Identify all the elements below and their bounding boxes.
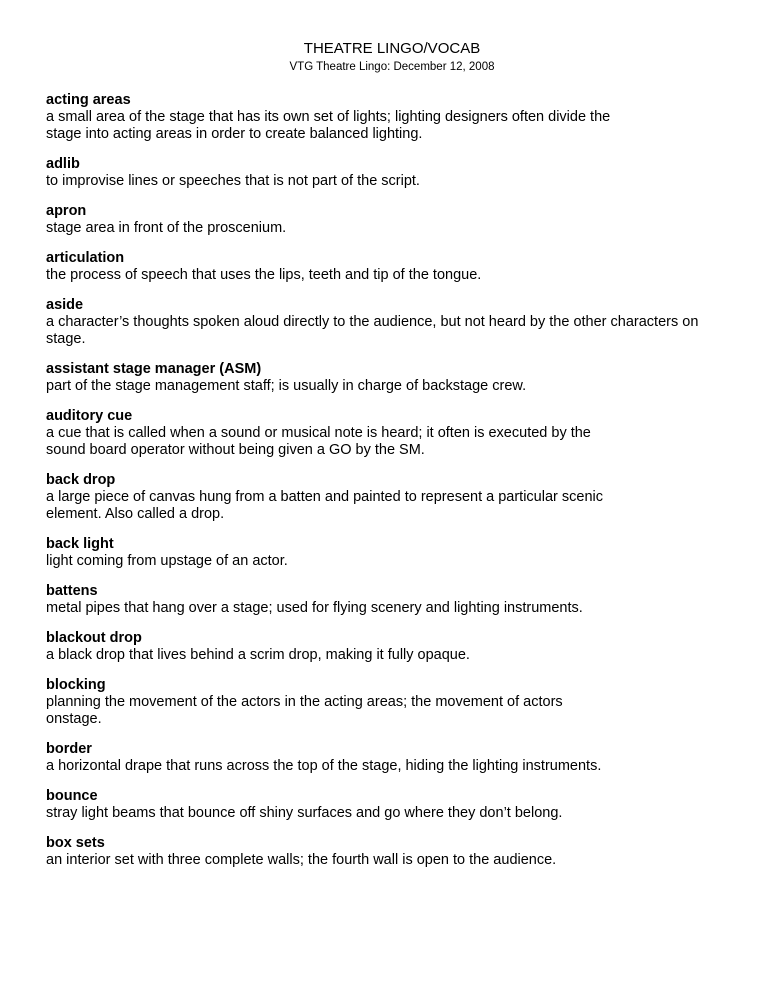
glossary-definition-line: an interior set with three complete walls; the fourth wall is open to the audience.	[46, 852, 557, 868]
glossary-entry	[46, 361, 736, 395]
glossary-term: box sets	[46, 835, 105, 851]
document-subtitle: VTG Theatre Lingo: December 12, 2008	[289, 61, 495, 73]
glossary-list	[46, 92, 736, 869]
document-title: THEATRE LINGO/VOCAB	[303, 40, 481, 57]
glossary-entry	[46, 156, 736, 190]
glossary-term: bounce	[46, 788, 98, 804]
glossary-definition-line: stage area in front of the proscenium.	[46, 220, 287, 236]
glossary-entry	[46, 250, 736, 284]
glossary-entry	[46, 203, 736, 237]
glossary-term: apron	[46, 203, 87, 219]
glossary-definition-line: a horizontal drape that runs across the top of the stage, hiding the lighting instruments.	[46, 758, 602, 774]
glossary-term: blocking	[46, 677, 106, 693]
glossary-term: border	[46, 741, 92, 757]
glossary-entry	[46, 630, 736, 664]
glossary-entry	[46, 408, 736, 459]
glossary-entry	[46, 536, 736, 570]
glossary-term: auditory cue	[46, 408, 133, 424]
glossary-definition-line: element. Also called a drop.	[46, 506, 225, 522]
glossary-definition-line: sound board operator without being given a GO by the SM.	[46, 442, 425, 458]
glossary-definition-line: stage into acting areas in order to create balanced lighting.	[46, 126, 423, 142]
glossary-term: back drop	[46, 472, 116, 488]
glossary-entry	[46, 835, 736, 869]
glossary-definition-line: a small area of the stage that has its own set of lights; lighting designers often divide the	[46, 109, 611, 125]
glossary-entry	[46, 788, 736, 822]
glossary-term: articulation	[46, 250, 125, 266]
glossary-entry	[46, 583, 736, 617]
glossary-definition-line: planning the movement of the actors in the acting areas; the movement of actors	[46, 694, 563, 710]
glossary-entry	[46, 677, 736, 728]
glossary-definition-line: a black drop that lives behind a scrim drop, making it fully opaque.	[46, 647, 470, 663]
glossary-term: aside	[46, 297, 84, 313]
glossary-entry	[46, 92, 736, 143]
glossary-term: back light	[46, 536, 114, 552]
glossary-entry	[46, 741, 736, 775]
glossary-term: battens	[46, 583, 98, 599]
document-page	[46, 40, 736, 882]
glossary-term: assistant stage manager (ASM)	[46, 361, 262, 377]
glossary-entry	[46, 297, 736, 348]
glossary-definition-line: a cue that is called when a sound or musical note is heard; it often is executed by the	[46, 425, 591, 441]
glossary-definition-line: a large piece of canvas hung from a batten and painted to represent a particular scenic	[46, 489, 603, 505]
glossary-definition-line: stray light beams that bounce off shiny surfaces and go where they don’t belong.	[46, 805, 563, 821]
glossary-definition-line: onstage.	[46, 711, 102, 727]
glossary-term: adlib	[46, 156, 80, 172]
glossary-definition-line: a character’s thoughts spoken aloud directly to the audience, but not heard by the other characters on	[46, 314, 699, 330]
glossary-definition-line: to improvise lines or speeches that is not part of the script.	[46, 173, 420, 189]
glossary-definition-line: light coming from upstage of an actor.	[46, 553, 288, 569]
glossary-definition-line: the process of speech that uses the lips, teeth and tip of the tongue.	[46, 267, 482, 283]
glossary-definition-line: part of the stage management staff; is usually in charge of backstage crew.	[46, 378, 527, 394]
glossary-entry	[46, 472, 736, 523]
glossary-definition-line: metal pipes that hang over a stage; used for flying scenery and lighting instruments.	[46, 600, 583, 616]
glossary-term: acting areas	[46, 92, 131, 108]
glossary-definition-line: stage.	[46, 331, 86, 347]
glossary-term: blackout drop	[46, 630, 142, 646]
